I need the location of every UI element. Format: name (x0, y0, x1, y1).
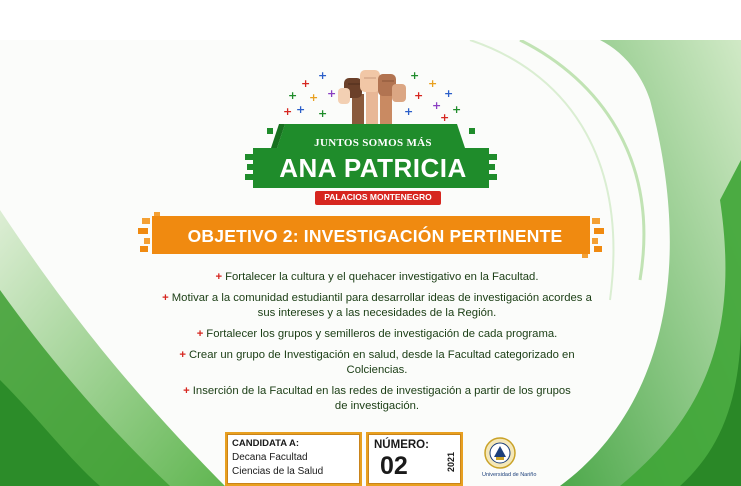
slogan-text: JUNTOS SOMOS MÁS (314, 137, 432, 149)
confetti-plus-icon: + (283, 105, 293, 118)
confetti-plus-icon: + (296, 103, 306, 116)
confetti-plus-icon: + (428, 77, 438, 90)
year-label: 2021 (446, 451, 456, 473)
confetti-plus-icon: + (414, 89, 424, 102)
candidate-surname: PALACIOS MONTENEGRO (324, 192, 432, 202)
confetti-plus-icon: + (452, 103, 462, 116)
university-name: Universidad de Nariño (482, 472, 537, 478)
number-value: 02 (380, 452, 408, 480)
plus-bullet-icon: + (179, 349, 186, 361)
confetti-plus-icon: + (318, 107, 328, 120)
list-item: + Crear un grupo de Investigación en salud, desde la Facultad categorizado en Colciencias. (179, 349, 575, 376)
number-label: NÚMERO: (374, 439, 429, 451)
confetti-plus-icon: + (288, 89, 298, 102)
objective-title: OBJETIVO 2: INVESTIGACIÓN PERTINENTE (187, 226, 563, 246)
list-item: + Fortalecer la cultura y el quehacer investigativo en la Facultad. (215, 271, 539, 283)
confetti-plus-icon: + (432, 99, 442, 112)
confetti-plus-icon: + (301, 77, 311, 90)
confetti-plus-icon: + (444, 87, 454, 100)
confetti-plus-icon: + (327, 87, 337, 100)
confetti-plus-icon: + (404, 105, 414, 118)
university-seal-icon (484, 437, 516, 471)
plus-bullet-icon: + (215, 271, 223, 283)
confetti-plus-icon: + (440, 111, 450, 124)
plus-bullet-icon: + (183, 385, 190, 397)
confetti-plus-icon: + (318, 69, 328, 82)
confetti-plus-icon: + (309, 91, 319, 104)
plus-bullet-icon: + (162, 292, 169, 304)
objective-list (112, 270, 642, 420)
list-item: + Inserción de la Facultad en las redes de investigación a partir de los grupos de investigación. (183, 385, 571, 412)
top-margin (0, 0, 741, 40)
candidate-heading: CANDIDATA A: (232, 438, 300, 449)
candidate-role-line2: Ciencias de la Salud (232, 466, 324, 477)
candidate-role-line1: Decana Facultad (232, 452, 308, 463)
plus-bullet-icon: + (196, 328, 204, 340)
number-box (366, 432, 463, 486)
candidate-box (225, 432, 362, 486)
confetti-plus-icon: + (410, 69, 420, 82)
candidate-name: ANA PATRICIA (279, 153, 467, 183)
list-item: + Motivar a la comunidad estudiantil para desarrollar ideas de investigación acordes a sus intereses y a las necesidades de la Región. (162, 292, 592, 319)
list-item: + Fortalecer los grupos y semilleros de investigación de cada programa. (196, 328, 558, 340)
